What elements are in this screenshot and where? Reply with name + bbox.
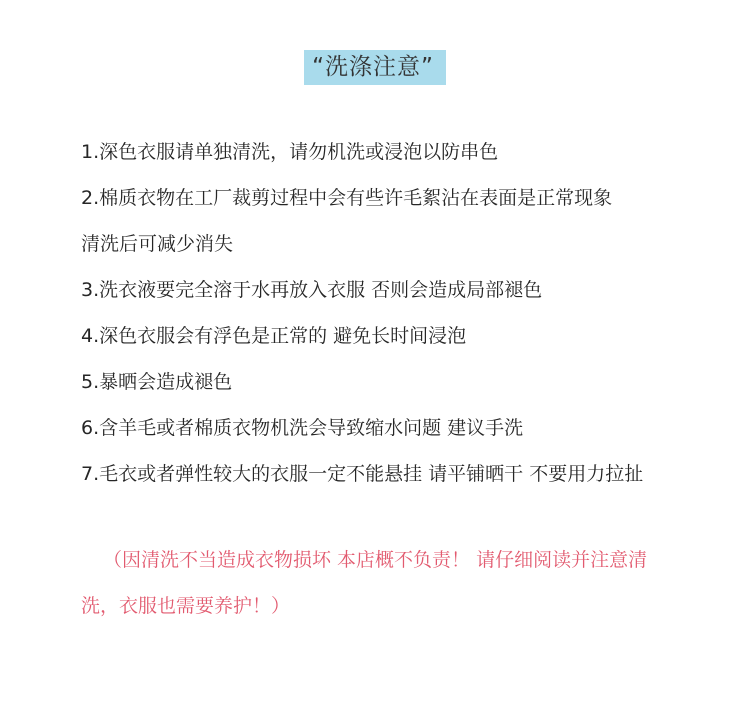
- instruction-line-2: 2.棉质衣物在工厂裁剪过程中会有些许毛絮沾在表面是正常现象: [81, 187, 613, 209]
- instruction-line-1: 1.深色衣服请单独清洗，请勿机洗或浸泡以防串色: [81, 141, 499, 163]
- instruction-line-3: 3.洗衣液要完全溶于水再放入衣服 否则会造成局部褪色: [81, 279, 543, 301]
- instruction-line-5: 5.暴晒会造成褪色: [81, 371, 233, 393]
- instruction-line-4: 4.深色衣服会有浮色是正常的 避免长时间浸泡: [81, 325, 467, 347]
- disclaimer-line-2: 洗，衣服也需要养护！）: [81, 595, 291, 617]
- instruction-line-6: 6.含羊毛或者棉质衣物机洗会导致缩水问题 建议手洗: [81, 417, 524, 439]
- instruction-line-2-continued: 清洗后可减少消失: [81, 233, 234, 255]
- instruction-line-7: 7.毛衣或者弹性较大的衣服一定不能悬挂 请平铺晒干 不要用力拉扯: [81, 463, 644, 485]
- page-title: “洗涤注意”: [304, 50, 446, 85]
- instruction-list: [81, 129, 730, 497]
- disclaimer-line-1: （因清洗不当造成衣物损坏 本店概不负责！ 请仔细阅读并注意清: [103, 549, 648, 571]
- title-wrapper: [0, 50, 750, 85]
- disclaimer-notice: [81, 537, 681, 629]
